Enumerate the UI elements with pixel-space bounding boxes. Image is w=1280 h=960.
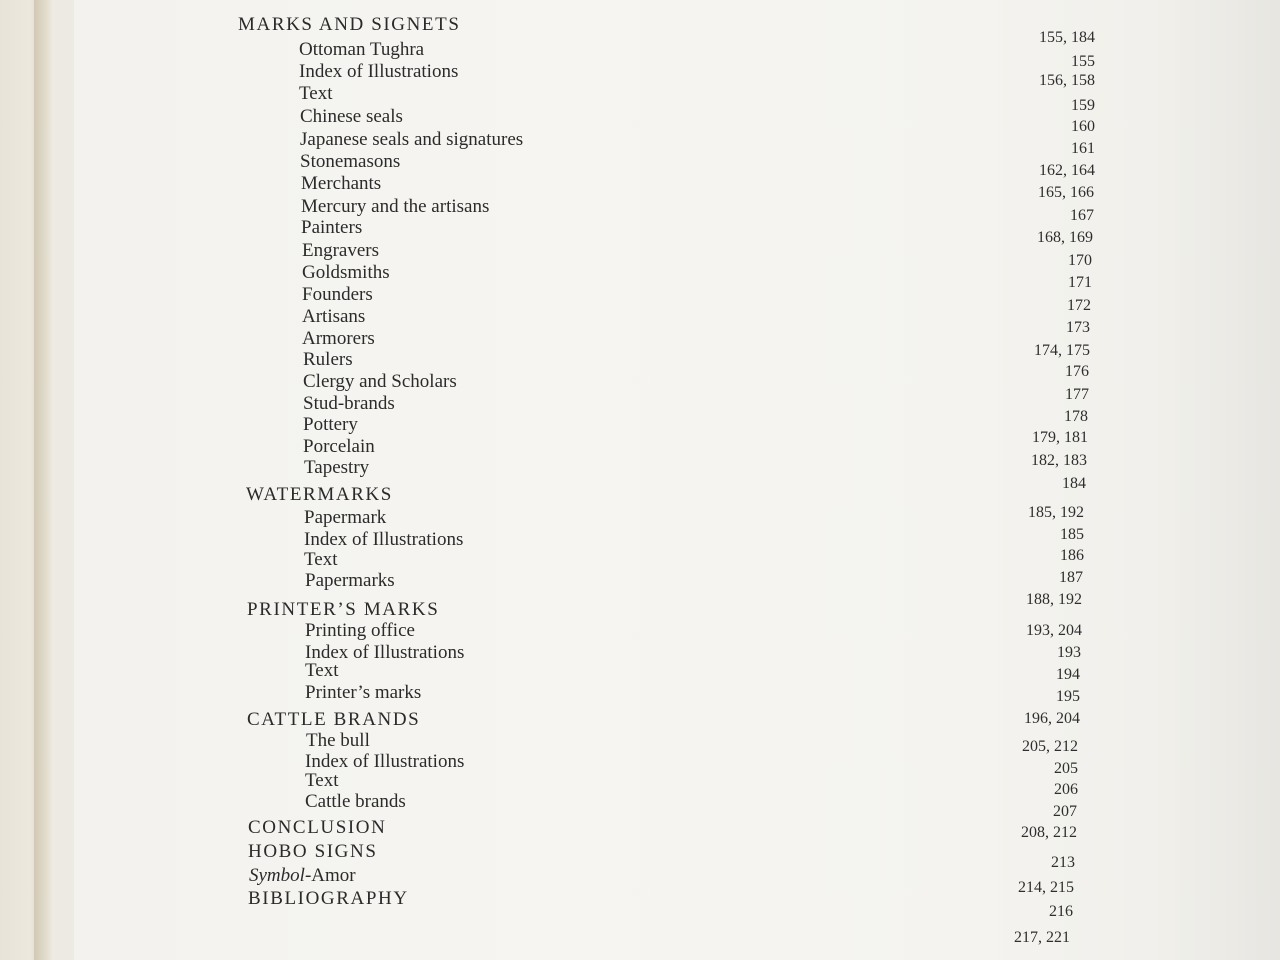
toc-entry: Armorers	[302, 328, 375, 349]
toc-entry: Cattle brands	[305, 791, 406, 812]
toc-entry: Founders	[302, 284, 373, 305]
section-title-bibliography: BIBLIOGRAPHY	[248, 888, 409, 909]
toc-entry: Text	[299, 83, 333, 104]
toc-entry-page: 155	[1071, 53, 1095, 70]
section-title-symbol-amor	[249, 865, 356, 887]
toc-entry: Stud-brands	[303, 393, 395, 414]
toc-entry-page: 177	[1065, 386, 1089, 403]
section-title-printers-marks: PRINTER’S MARKS	[247, 599, 440, 620]
toc-entry-page: 156, 158	[1039, 72, 1095, 89]
toc-entry-page: 162, 164	[1039, 162, 1095, 179]
toc-entry-page: 165, 166	[1038, 184, 1094, 201]
section-page-conclusion: 213	[1051, 854, 1075, 871]
toc-entry-page: 195	[1056, 688, 1080, 705]
toc-entry-page: 193	[1057, 644, 1081, 661]
toc-entry: Chinese seals	[300, 106, 403, 127]
toc-entry: Tapestry	[304, 457, 370, 478]
section-page-hobo-signs: 214, 215	[1018, 879, 1074, 896]
section-page-symbol-amor: 216	[1049, 903, 1073, 920]
toc-entry: Engravers	[302, 240, 380, 261]
toc-entry: Pottery	[303, 414, 358, 435]
toc-entry-page: 194	[1056, 666, 1080, 683]
toc-entry: Goldsmiths	[302, 262, 390, 283]
toc-entry-page: 185	[1060, 526, 1084, 543]
toc-entry: Mercury and the artisans	[301, 196, 490, 217]
section-page-cattle-brands: 205, 212	[1022, 738, 1078, 755]
toc-entry-page: 172	[1067, 297, 1091, 314]
toc-entry: Printer’s marks	[305, 682, 422, 703]
toc-entry-page: 179, 181	[1032, 429, 1088, 446]
toc-entry: Index of Illustrations	[299, 61, 459, 82]
toc-entry: Clergy and Scholars	[303, 371, 457, 392]
toc-entry-page: 171	[1068, 274, 1092, 291]
symbol-italic: Symbol	[249, 865, 305, 886]
toc-entry-page: 159	[1071, 97, 1095, 114]
toc-entry-page: 188, 192	[1026, 591, 1082, 608]
toc-entry: Papermarks	[305, 570, 395, 591]
toc-entry-page: 208, 212	[1021, 824, 1077, 841]
toc-entry: Index of Illustrations	[305, 642, 465, 663]
toc-entry: Merchants	[301, 173, 382, 194]
toc-entry: Artisans	[302, 306, 366, 327]
section-title-cattle-brands: CATTLE BRANDS	[247, 709, 421, 730]
toc-entry-page: 205	[1054, 760, 1078, 777]
section-page-watermarks: 185, 192	[1028, 504, 1084, 521]
toc-entry: Ottoman Tughra	[299, 39, 425, 60]
symbol-amor-rest: -Amor	[304, 865, 356, 886]
section-title-conclusion: CONCLUSION	[248, 817, 387, 838]
toc-entry: Rulers	[303, 349, 353, 370]
toc-entry-page: 170	[1068, 252, 1092, 269]
section-title-watermarks: WATERMARKS	[246, 484, 393, 505]
toc-entry-page: 206	[1054, 781, 1078, 798]
toc-entry: Porcelain	[303, 436, 375, 457]
toc-entry-page: 207	[1053, 803, 1077, 820]
toc-entry-page: 196, 204	[1024, 710, 1080, 727]
section-page-marks-and-signets: 155, 184	[1039, 29, 1095, 46]
toc-entry-page: 168, 169	[1037, 229, 1093, 246]
toc-entry-page: 184	[1062, 475, 1086, 492]
toc-entry: The bull	[306, 730, 370, 751]
section-title-hobo-signs: HOBO SIGNS	[248, 841, 378, 862]
toc-entry-page: 178	[1064, 408, 1088, 425]
toc-entry: Papermark	[304, 507, 387, 528]
toc-entry-page: 187	[1059, 569, 1083, 586]
toc-entry-page: 182, 183	[1031, 452, 1087, 469]
toc-entry-page: 160	[1071, 118, 1095, 135]
toc-entry: Index of Illustrations	[305, 751, 465, 772]
toc-entry: Japanese seals and signatures	[300, 129, 524, 150]
section-page-printers-marks: 193, 204	[1026, 622, 1082, 639]
toc-entry-page: 174, 175	[1034, 342, 1090, 359]
toc-entry: Text	[305, 770, 339, 791]
section-title-marks-and-signets: MARKS AND SIGNETS	[238, 14, 461, 35]
toc-entry-page: 161	[1071, 140, 1095, 157]
toc-entry: Printing office	[305, 620, 415, 641]
toc-entry: Stonemasons	[300, 151, 401, 172]
toc-entry: Index of Illustrations	[304, 529, 464, 550]
toc-entry-page: 186	[1060, 547, 1084, 564]
toc-entry-page: 167	[1070, 207, 1094, 224]
toc-entry-page: 173	[1066, 319, 1090, 336]
toc-entry: Painters	[301, 217, 363, 238]
toc-entry: Text	[304, 549, 338, 570]
toc-entry-page: 176	[1065, 363, 1089, 380]
toc-entry: Text	[305, 660, 339, 681]
section-page-bibliography: 217, 221	[1014, 929, 1070, 946]
